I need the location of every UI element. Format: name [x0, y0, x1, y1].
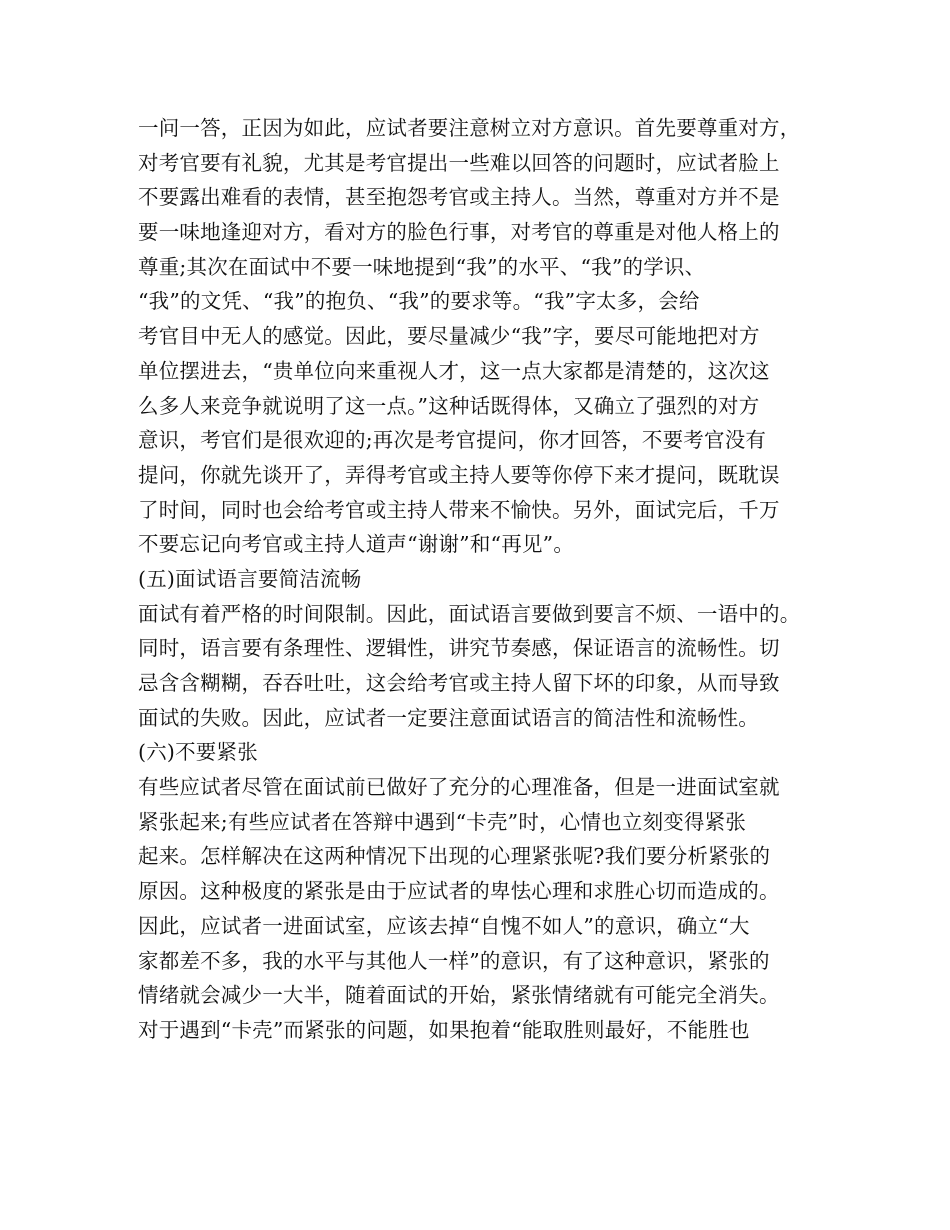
- text-line: 情绪就会减少一大半，随着面试的开始，紧张情绪就有可能完全消失。: [138, 983, 780, 1008]
- text-line: 同时，语言要有条理性、逻辑性，讲究节奏感，保证语言的流畅性。切: [138, 636, 780, 661]
- text-line: 不要露出难看的表情，甚至抱怨考官或主持人。当然，尊重对方并不是: [138, 185, 780, 210]
- text-line: 不要忘记向考官或主持人道声“谢谢”和“再见”。: [138, 532, 575, 557]
- text-line: 忌含含糊糊，吞吞吐吐，这会给考官或主持人留下坏的印象，从而导致: [138, 671, 780, 695]
- text-line: 对于遇到“卡壳”而紧张的问题，如果抱着“能取胜则最好，不能胜也: [138, 1017, 750, 1042]
- text-line: 考官目中无人的感觉。因此，要尽量减少“我”字，要尽可能地把对方: [138, 324, 760, 349]
- section-heading: (五)面试语言要简洁流畅: [138, 566, 362, 591]
- text-line: 原因。这种极度的紧张是由于应试者的卑怯心理和求胜心切而造成的。: [138, 879, 780, 904]
- text-line: 面试的失败。因此，应试者一定要注意面试语言的简洁性和流畅性。: [138, 705, 759, 730]
- text-line: 对考官要有礼貌，尤其是考官提出一些难以回答的问题时，应试者脸上: [138, 150, 780, 175]
- text-line: 尊重;其次在面试中不要一味地提到“我”的水平、“我”的学识、: [138, 254, 706, 279]
- text-line: 意识，考官们是很欢迎的;再次是考官提问，你才回答，不要考官没有: [138, 428, 767, 453]
- text-line: 起来。怎样解决在这两种情况下出现的心理紧张呢?我们要分析紧张的: [138, 844, 771, 869]
- text-line: 紧张起来;有些应试者在答辩中遇到“卡壳”时，心情也立刻变得紧张: [138, 809, 747, 834]
- text-line: 因此，应试者一进面试室，应该去掉“自愧不如人”的意识，确立“大: [138, 913, 750, 938]
- text-line: 提问，你就先谈开了，弄得考官或主持人要等你停下来才提问，既耽误: [138, 462, 780, 487]
- text-line: 面试有着严格的时间限制。因此，面试语言要做到要言不烦、一语中的。: [138, 601, 801, 626]
- text-line: “我”的文凭、“我”的抱负、“我”的要求等。“我”字太多，会给: [138, 289, 700, 314]
- text-line: 一问一答，正因为如此，应试者要注意树立对方意识。首先要尊重对方，: [138, 116, 801, 140]
- text-line: 家都差不多，我的水平与其他人一样”的意识，有了这种意识，紧张的: [138, 948, 770, 973]
- document-body: [138, 111, 838, 1048]
- text-line: 单位摆进去，“贵单位向来重视人才，这一点大家都是清楚的，这次这: [138, 358, 770, 383]
- text-line: 要一味地逢迎对方，看对方的脸色行事，对考官的尊重是对他人格上的: [138, 220, 780, 245]
- text-line: 了时间，同时也会给考官或主持人带来不愉快。另外，面试完后，千万: [138, 497, 780, 522]
- text-line: 有些应试者尽管在面试前已做好了充分的心理准备，但是一进面试室就: [138, 775, 780, 800]
- text-line: 么多人来竞争就说明了这一点。”这种话既得体，又确立了强烈的对方: [138, 393, 760, 418]
- section-heading: (六)不要紧张: [138, 740, 258, 765]
